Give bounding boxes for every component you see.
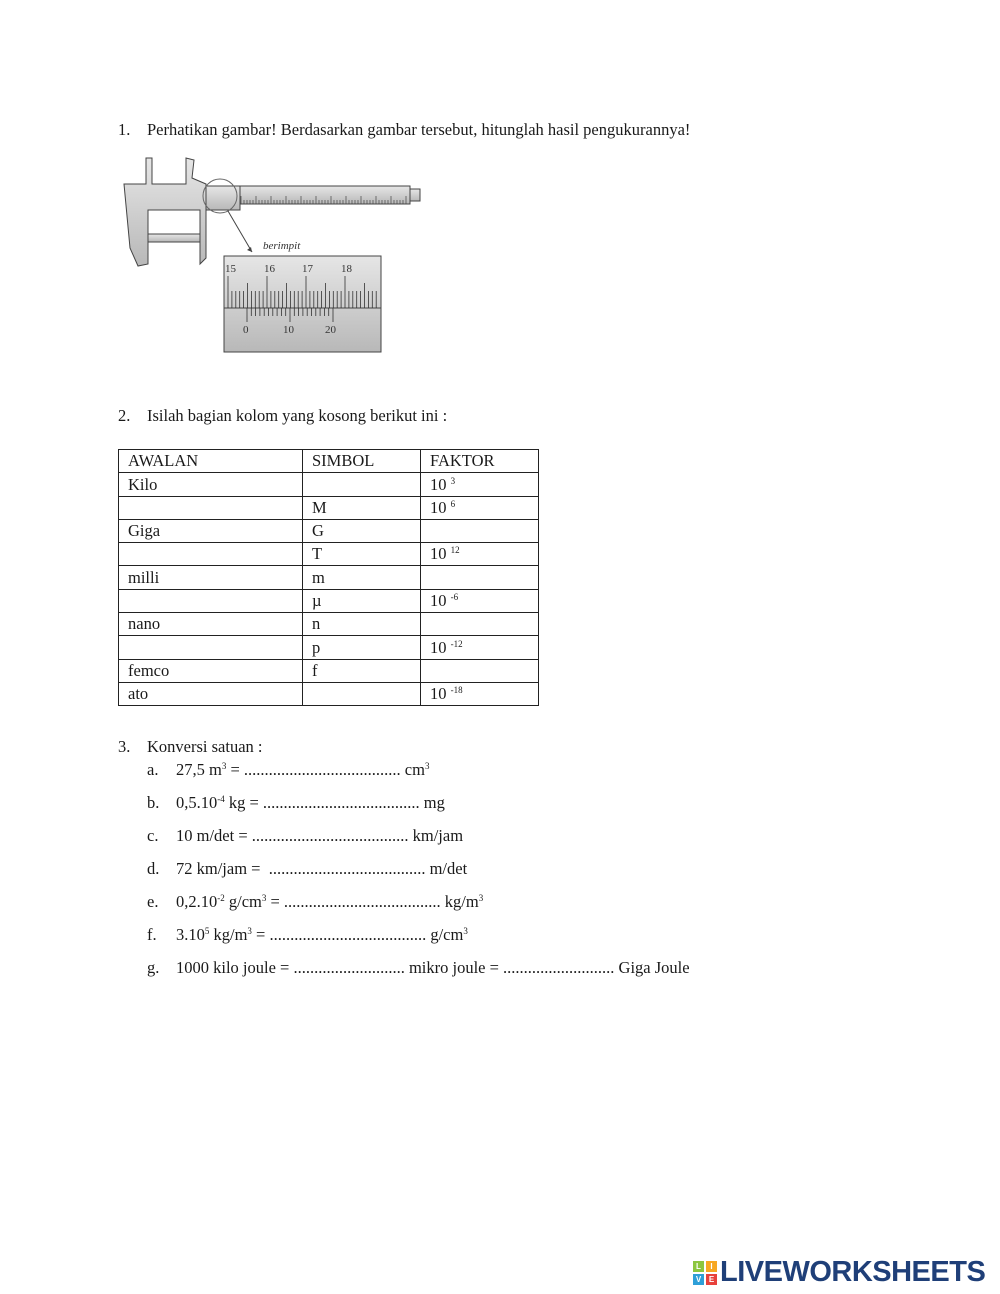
header-simbol: SIMBOL (303, 450, 421, 473)
liveworksheets-logo (692, 1256, 985, 1289)
main-scale-label: 16 (264, 263, 275, 275)
table-row (119, 543, 539, 566)
cell-faktor (421, 589, 539, 612)
cell-faktor (421, 659, 539, 682)
conversion-item (176, 826, 463, 846)
table-row (119, 519, 539, 542)
cell-awalan: nano (119, 613, 303, 636)
vernier-scale-label: 10 (283, 324, 294, 336)
item-text: kg/m (209, 925, 248, 944)
logo-block: I (706, 1261, 717, 1272)
cell-simbol: n (303, 613, 421, 636)
question-1-text: Perhatikan gambar! Berdasarkan gambar tersebut, hitunglah hasil pengukurannya! (147, 120, 691, 139)
superscript: -2 (217, 893, 225, 903)
superscript: 3 (424, 761, 430, 771)
item-text: g/cm (224, 892, 262, 911)
table-header-row (119, 450, 539, 473)
superscript: 5 (204, 926, 210, 936)
logo-block: L (693, 1261, 704, 1272)
cell-awalan: femco (119, 659, 303, 682)
vernier-caliper-figure (118, 148, 438, 358)
cell-faktor (421, 636, 539, 659)
cell-faktor (421, 543, 539, 566)
table-row (119, 473, 539, 496)
question-1-number: 1. (118, 120, 131, 139)
logo-block: V (693, 1274, 704, 1285)
cell-faktor (421, 496, 539, 519)
item-text: 10 m/det = ...................................... km/jam (176, 826, 464, 845)
table-row (119, 566, 539, 589)
factor-exponent: 12 (450, 545, 460, 556)
table-row (119, 613, 539, 636)
item-text: 1000 kilo joule = ........................... mikro joule = ........................... Giga Joule (176, 958, 690, 977)
item-text: 72 km/jam = ...................................... m/det (176, 859, 468, 878)
prefix-table (118, 449, 539, 706)
conversion-item (176, 760, 429, 780)
item-text: 27,5 m (176, 760, 222, 779)
callout-label: berimpit (263, 240, 301, 252)
cell-awalan: Kilo (119, 473, 303, 496)
cell-simbol: G (303, 519, 421, 542)
cell-simbol: T (303, 543, 421, 566)
cell-awalan (119, 496, 303, 519)
question-3-number: 3. (118, 737, 131, 756)
superscript: 3 (463, 926, 468, 936)
item-letter: g. (147, 958, 160, 977)
conversion-item (176, 859, 467, 879)
cell-faktor (421, 473, 539, 496)
factor-base: 10 (430, 497, 447, 517)
header-faktor: FAKTOR (421, 450, 539, 473)
factor-exponent: 3 (450, 475, 456, 486)
main-scale-label: 17 (302, 263, 313, 275)
item-letter: f. (147, 925, 157, 944)
item-letter: e. (147, 892, 159, 911)
superscript: 3 (247, 926, 252, 936)
item-letter: a. (147, 760, 159, 779)
item-letter: d. (147, 859, 160, 878)
header-awalan: AWALAN (119, 450, 303, 473)
question-2-text: Isilah bagian kolom yang kosong berikut ini : (147, 406, 448, 425)
superscript: 3 (261, 893, 267, 903)
item-text: 0,2.10 (176, 892, 218, 911)
factor-exponent: -12 (450, 638, 463, 649)
logo-block: E (706, 1274, 717, 1285)
conversion-item (176, 958, 690, 978)
table-row (119, 659, 539, 682)
factor-base: 10 (430, 637, 447, 657)
item-text: 0,5.10 (176, 793, 218, 812)
cell-simbol: µ (303, 589, 421, 612)
vernier-scale-label: 20 (325, 324, 336, 336)
factor-exponent: -6 (450, 592, 459, 603)
cell-faktor (421, 682, 539, 705)
logo-blocks-icon (692, 1260, 718, 1286)
factor-base: 10 (430, 474, 447, 494)
factor-exponent: -18 (450, 685, 463, 696)
question-2-number: 2. (118, 406, 131, 425)
item-text: 3.10 (176, 925, 205, 944)
conversion-item (176, 925, 468, 945)
cell-faktor (421, 613, 539, 636)
cell-simbol: m (303, 566, 421, 589)
logo-text: LIVEWORKSHEETS (720, 1256, 986, 1288)
question-3-text: Konversi satuan : (147, 737, 263, 756)
superscript: 3 (221, 761, 227, 771)
cell-awalan (119, 636, 303, 659)
superscript: 3 (478, 893, 484, 903)
cell-awalan: ato (119, 682, 303, 705)
cell-simbol: M (303, 496, 421, 519)
table-row (119, 636, 539, 659)
table-row (119, 589, 539, 612)
item-text: = ...................................... kg/m (266, 892, 479, 911)
conversion-item (176, 793, 445, 813)
item-letter: b. (147, 793, 160, 812)
cell-simbol: f (303, 659, 421, 682)
cell-simbol: p (303, 636, 421, 659)
superscript: -4 (217, 794, 225, 804)
main-scale-label: 15 (225, 263, 236, 275)
cell-simbol (303, 473, 421, 496)
cell-awalan (119, 589, 303, 612)
cell-awalan: milli (119, 566, 303, 589)
item-letter: c. (147, 826, 159, 845)
cell-faktor (421, 519, 539, 542)
cell-faktor (421, 566, 539, 589)
main-scale-label: 18 (341, 263, 352, 275)
cell-awalan (119, 543, 303, 566)
table-row (119, 682, 539, 705)
item-text: = ...................................... cm (226, 760, 425, 779)
vernier-scale-label: 0 (243, 324, 249, 336)
factor-base: 10 (430, 591, 447, 611)
conversion-item (176, 892, 483, 912)
factor-base: 10 (430, 544, 447, 564)
cell-awalan: Giga (119, 519, 303, 542)
factor-exponent: 6 (450, 498, 456, 509)
table-row (119, 496, 539, 519)
factor-base: 10 (430, 684, 447, 704)
item-text: = ...................................... g/cm (251, 925, 464, 944)
cell-simbol (303, 682, 421, 705)
item-text: kg = ...................................... mg (224, 793, 445, 812)
